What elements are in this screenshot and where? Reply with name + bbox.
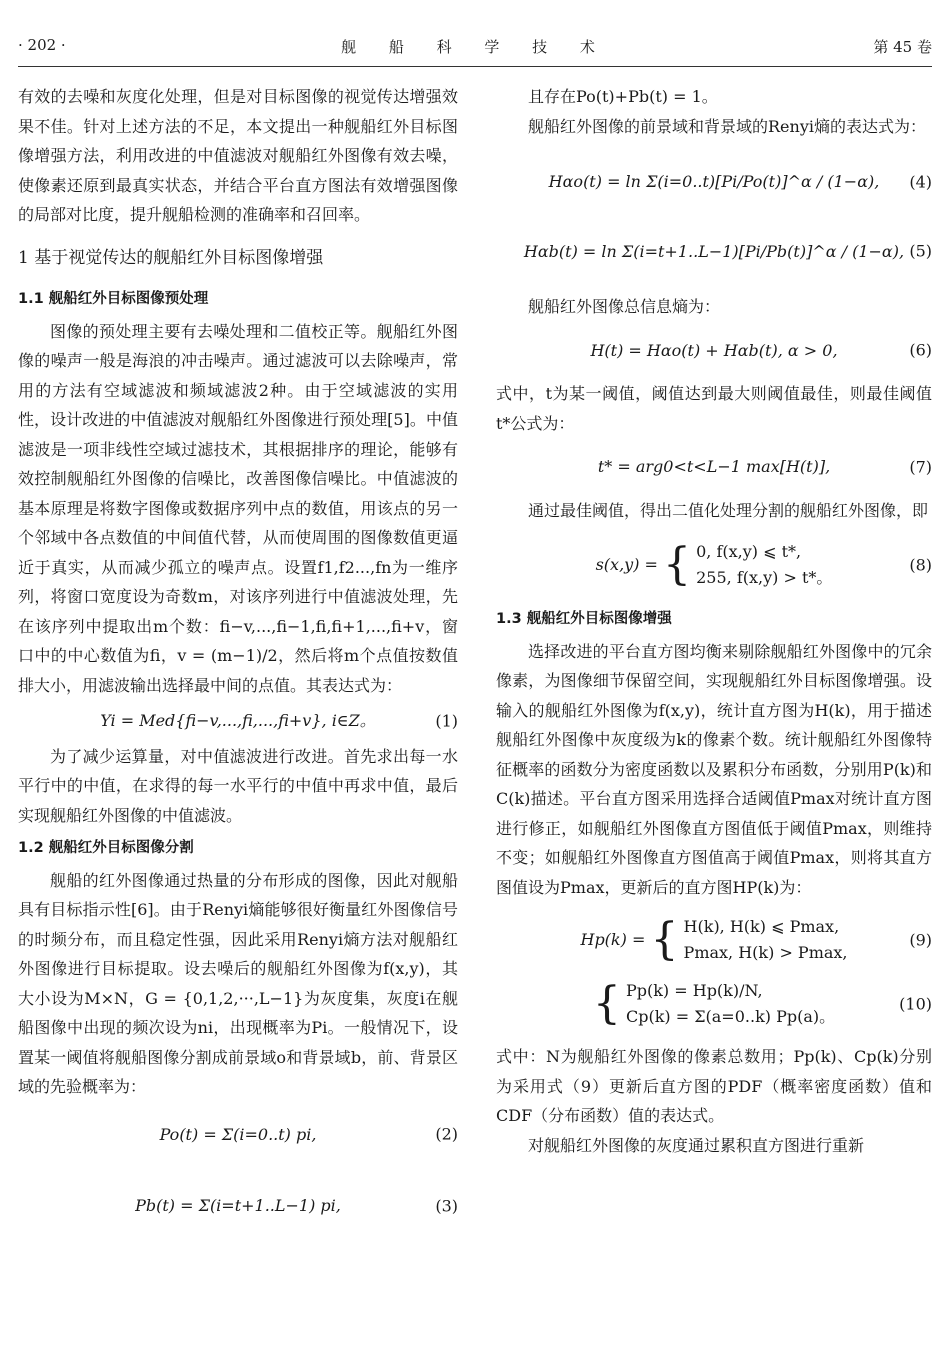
paragraph: 舰船的红外图像通过热量的分布形成的图像，因此对舰船具有目标指示性[6]。由于Renyi熵能够很好衡量红外图像信号的时频分布，而且稳定性强，因此采用Renyi熵方法对舰船红外图像进行目标提取。设去噪后的舰船红外图像为f(x,y)，其大小设为M×N，G = {0,1,2,···,L−1}为灰度集，灰度i在舰船图像中出现的频次设为ni，出现概率为Pi。一般情况下，设置某一阈值将舰船图像分割成前景域o和背景域b，前、背景区域的先验概率为： — [18, 870, 458, 1096]
equation-body: Hαb(t) = ln Σ(i=t+1..L−1)[Pi/Pb(t)]^α / (1−α), — [523, 241, 905, 261]
equation-number: (10) — [899, 994, 932, 1014]
paragraph: 对舰船红外图像的灰度通过累积直方图进行重新 — [528, 1135, 865, 1155]
paragraph: 有效的去噪和灰度化处理，但是对目标图像的视觉传达增强效果不佳。针对上述方法的不足，本文提出一种舰船红外目标图像增强方法，利用改进的中值滤波对舰船红外图像有效去噪，使像素还原到最真实状态，并结合平台直方图法有效增强图像的局部对比度，提升舰船检测的准确率和召回率。 — [18, 87, 458, 224]
paragraph: 通过最佳阈值，得出二值化处理分割的舰船红外图像，即 — [528, 500, 929, 520]
paragraph: 舰船红外图像总信息熵为： — [528, 297, 721, 316]
paragraph: 且存在Po(t)+Pb(t) = 1。 — [528, 87, 718, 106]
paragraph: 为了减少运算量，对中值滤波进行改进。首先求出每一水平行中的中值，在求得的每一水平行的中值中再求中值，最后实现舰船红外图像的中值滤波。 — [18, 746, 458, 825]
volume-label: 第 45 卷 — [873, 38, 932, 56]
paragraph: 选择改进的平台直方图均衡来剔除舰船红外图像中的冗余像素，为图像细节保留空间，实现舰船红外目标图像增强。设输入的舰船红外图像为f(x,y)，统计直方图为H(k)，用于描述舰船红外图像中灰度级为k的像素个数。统计舰船红外图像特征概率的函数分为密度函数以及累积分布函数，分别用P(k)和C(k)描述。平台直方图采用选择合适阈值Pmax对统计直方图进行修正，如舰船红外图像直方图值低于阈值Pmax，则维持不变；如舰船红外图像直方图值高于阈值Pmax，则将其直方图值设为Pmax，更新后的直方图HP(k)为： — [496, 641, 932, 897]
case-line: Pp(k) = Hp(k)/N, — [625, 981, 763, 1000]
equation-7 — [496, 452, 932, 482]
left-column — [18, 82, 458, 1227]
page-number: · 202 · — [18, 36, 66, 54]
equation-number: (7) — [909, 457, 932, 476]
equation-2 — [18, 1120, 458, 1150]
paragraph: 式中：N为舰船红外图像的像素总数用；Pp(k)、Cp(k)分别为采用式（9）更新后直方图的PDF（概率密度函数）值和CDF（分布函数）值的表达式。 — [496, 1047, 932, 1125]
equation-number: (6) — [909, 340, 932, 360]
equation-body: Yi = Med{fi−v,...,fi,...,fi+v}, i∈Z。 — [100, 711, 376, 730]
equation-3 — [18, 1191, 458, 1221]
case-line: 255, f(x,y) > t*。 — [696, 568, 833, 587]
paragraph: 舰船红外图像的前景域和背景域的Renyi熵的表达式为： — [528, 116, 926, 136]
equation-8 — [496, 539, 932, 591]
equation-lhs: s(x,y) = — [595, 554, 658, 574]
journal-title: 舰 船 科 学 技 术 — [341, 38, 609, 56]
equation-4 — [496, 167, 932, 197]
equation-number: (4) — [909, 172, 932, 191]
equation-number: (9) — [909, 930, 932, 950]
equation-number: (1) — [435, 711, 458, 730]
equation-body: H(t) = Hαo(t) + Hαb(t), α > 0, — [590, 340, 838, 360]
equation-9 — [496, 914, 932, 966]
case-line: Cp(k) = Σ(a=0..k) Pp(a)。 — [625, 1007, 836, 1026]
equation-cases — [696, 539, 832, 591]
section-heading: 1 基于视觉传达的舰船红外目标图像增强 — [18, 247, 324, 268]
equation-5 — [496, 237, 932, 267]
case-line: Pmax, H(k) > Pmax, — [683, 943, 848, 962]
equation-6 — [496, 336, 932, 366]
equation-body: Hαo(t) = ln Σ(i=0..t)[Pi/Po(t)]^α / (1−α), — [548, 172, 880, 191]
equation-number: (5) — [909, 241, 932, 261]
header-rule — [18, 66, 932, 67]
paragraph: 图像的预处理主要有去噪处理和二值校正等。舰船红外图像的噪声一般是海浪的冲击噪声。通过滤波可以去除噪声，常用的方法有空域滤波和频域滤波2种。由于空域滤波的实用性，设计改进的中值滤波对舰船红外图像进行预处理[5]。中值滤波是一项非线性空域过滤技术，其根据排序的理论，能够有效控制舰船红外图像的信噪比，改善图像信噪比。中值滤波的基本原理是将数字图像或数据序列中点的数值，用该点的另一个邻域中各点数值的中间值代替，从而使周围的图像数值更逼近于真实，从而减少孤立的噪声点。设置f1,f2...,fn为一维序列，将窗口宽度设为奇数m，对该序列进行中值滤波处理，先在该序列中提取出m个数：fi−v,...,fi−1,fi,fi+1,...,fi+v，窗口中的中心数值为fi，v = (m−1)/2，然后将m个点值按数值排大小，用滤波输出选择最中间的点值。其表达式为： — [18, 321, 458, 695]
equation-body: Pb(t) = Σ(i=t+1..L−1) pi, — [135, 1196, 341, 1215]
equation-body: Po(t) = Σ(i=0..t) pi, — [159, 1124, 317, 1144]
subsection-heading: 1.1 舰船红外目标图像预处理 — [18, 291, 209, 307]
paragraph: 式中，t为某一阈值，阈值达到最大则阈值最佳，则最佳阈值t*公式为： — [496, 384, 932, 433]
brace-glyph: { — [650, 914, 679, 965]
equation-number: (2) — [435, 1124, 458, 1144]
subsection-heading: 1.3 舰船红外目标图像增强 — [496, 611, 672, 627]
equation-lhs: Hp(k) = — [580, 929, 646, 949]
right-column — [496, 82, 932, 1160]
equation-number: (3) — [435, 1196, 458, 1215]
case-line: 0, f(x,y) ⩽ t*, — [696, 542, 802, 561]
running-header — [18, 30, 932, 68]
equation-body: t* = arg0<t<L−1 max[H(t)], — [597, 457, 831, 476]
case-line: H(k), H(k) ⩽ Pmax, — [683, 917, 840, 936]
equation-1 — [18, 706, 458, 736]
equation-number: (8) — [909, 555, 932, 575]
equation-10 — [496, 978, 932, 1030]
brace-glyph: { — [663, 539, 692, 590]
equation-cases — [684, 914, 848, 966]
brace-glyph: { — [592, 978, 621, 1029]
subsection-heading: 1.2 舰船红外目标图像分割 — [18, 840, 194, 856]
equation-cases — [626, 978, 835, 1030]
